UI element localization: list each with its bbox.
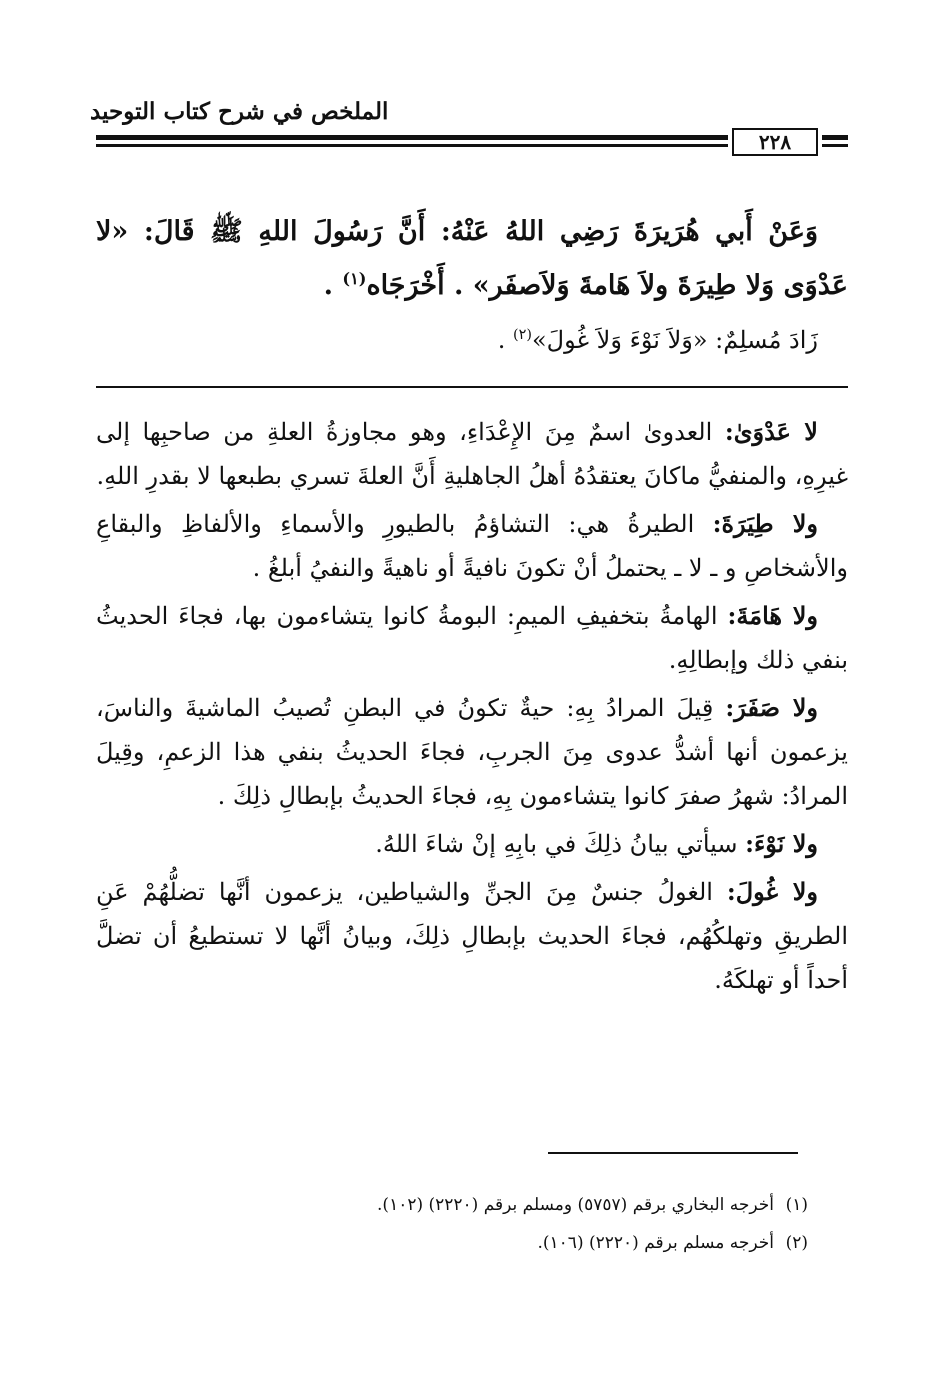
term-label: ولا طِيَرَةَ: [712, 509, 819, 538]
term-label: ولا نَوْءَ: [745, 829, 818, 858]
footnote-number: (١) [785, 1195, 808, 1215]
footnote-divider [548, 1152, 798, 1154]
footnote [96, 1224, 808, 1262]
footnote-ref-1: (١) [342, 269, 367, 288]
explanation-paragraph: ولا غُولَ: الغولُ جنسٌ مِنَ الجنِّ والشياطين، يزعمون أنَّها تضلُّهُمْ عَنِ الطريقِ وتهلكُهُم، فجاءَ الحديث بإبطالِ ذلِكَ، وبيانُ أنَّها لا تستطيعُ أن تضلَّ أحداً أو تهلكَهُ. [96, 877, 848, 994]
running-header-title: الملخص في شرح كتاب التوحيد [90, 98, 389, 125]
term-label: لا عَدْوَىٰ: [724, 417, 818, 446]
footnote-number: (٢) [785, 1233, 808, 1253]
explanation-paragraph: لا عَدْوَىٰ: العدوىٰ اسمٌ مِنَ الإِعْدَاءِ، وهو مجاوزةُ العلةِ من صاحبِها إلى غيرِهِ، والمنفيُّ ماكانَ يعتقدُهُ أهلُ الجاهليةِ أَنَّ العلةَ تسري بطبعها لا بقدرِ اللهِ. [96, 417, 848, 490]
term-label: ولا صَفَرَ: [725, 693, 818, 722]
hadith-text [96, 205, 848, 367]
term-label: ولا هَامَةَ: [727, 601, 818, 630]
header-rule [96, 128, 848, 156]
explanation-paragraph: ولا نَوْءَ: سيأتي بيانُ ذلِكَ في بابِهِ إنْ شاءَ اللهُ. [375, 829, 818, 858]
footnote [96, 1186, 808, 1224]
explanation-paragraph: ولا هَامَةَ: الهامةُ بتخفيفِ الميمِ: البومةُ كانوا يتشاءمون بها، فجاءَ الحديثُ بنفي ذلك وإبطالِهِ. [96, 601, 848, 674]
footnote-text: أخرجه مسلم برقم (٢٢٢٠) (١٠٦). [537, 1233, 774, 1253]
footnote-text: أخرجه البخاري برقم (٥٧٥٧) ومسلم برقم (٢٢٢٠) (١٠٢). [377, 1195, 774, 1215]
footnotes [96, 1186, 808, 1262]
hadith-addition: زَادَ مُسلِمٌ: «وَلاَ نَوْءَ وَلاَ غُولَ»$^{(٢)}$ . [497, 326, 818, 354]
hadith-main: وَعَنْ أَبي هُرَيرَةَ رَضِي اللهُ عَنْهُ: أَنَّ رَسُولَ اللهِ ﷺ قَالَ: «لا عَدْوَى وَلا طِيرَةَ ولاَ هَامةَ وَلاَصفَر» . أَخْرَجَاه$^{(١)}$ . [96, 216, 848, 301]
explanation-paragraph: ولا صَفَرَ: قِيلَ المرادُ بِهِ: حيةٌ تكونُ في البطنِ تُصيبُ الماشيةَ والناسَ، يزعمون أنها أشدُّ عدوى مِنَ الجربِ، فجاءَ الحديثُ بنفي هذا الزعمِ، وقِيلَ المرادُ: شهرُ صفرَ كانوا يتشاءمون بِهِ، فجاءَ الحديثُ بإبطالِ ذلِكَ . [96, 693, 848, 810]
header-double-rule-right [822, 135, 848, 147]
header-double-rule-left [96, 135, 728, 147]
explanation-paragraph: ولا طِيَرَةَ: الطيرةُ هي: التشاؤمُ بالطيورِ والأسماءِ والألفاظِ والبقاعِ والأشخاصِ و ـ لا ـ يحتملُ أنْ تكونَ نافيةً أو ناهيةً والنفيُ أبلغُ . [96, 509, 848, 582]
footnote-ref-2: (٢) [512, 327, 532, 343]
term-label: ولا غُولَ: [726, 877, 818, 906]
explanation-section [96, 410, 848, 1006]
page-number: ٢٢٨ [732, 128, 818, 156]
section-divider [96, 386, 848, 388]
hadith-opening: وَعَنْ أَبي هُرَيرَةَ رَضِي اللهُ عَنْهُ: أَنَّ رَسُولَ اللهِ ﷺ قَالَ: «لا عَدْوَى وَلا طِيرَةَ ولاَ هَامةَ وَلاَصفَر» . أَخْرَجَاه [96, 216, 848, 301]
